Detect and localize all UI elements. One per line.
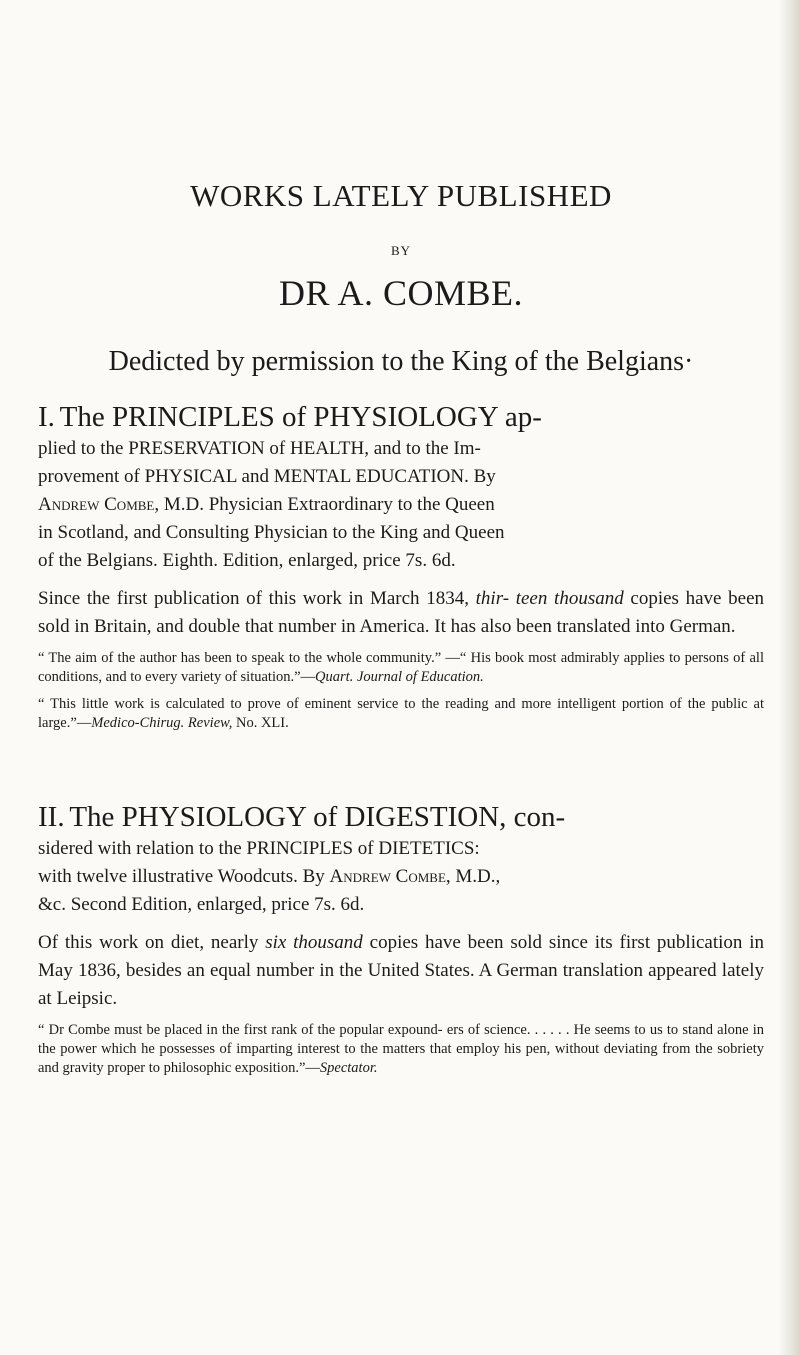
entry-heading <box>38 800 764 919</box>
entry-heading-line: of the Belgians. Eighth. Edition, enlarged, price 7s. 6d. <box>38 550 456 571</box>
quote-text: “ Dr Combe must be placed in the first rank of the popular expound- ers of science. . . . . . He seems to us to stand alone in the power which he possesses of imparting interest to the matters that employ his pen, without deviating from the sobriety and gravity proper to philosophic exposition.”— <box>38 1022 764 1076</box>
quote-text: “ This little work is calculated to prove of eminent service to the reading and more intelligent portion of the public at large.”— <box>38 696 764 731</box>
page-title: WORKS LATELY PUBLISHED <box>190 178 612 213</box>
description-text: Since the first publication of this work in March 1834, <box>38 588 476 609</box>
entry-physiology-of-digestion <box>38 800 764 1078</box>
entry-heading <box>38 400 764 575</box>
review-quote <box>38 649 764 687</box>
quote-source: Medico-Chirug. Review, <box>91 715 233 731</box>
entry-heading-line: in Scotland, and Consulting Physician to the King and Queen <box>38 522 505 543</box>
entry-numeral: I. <box>38 401 55 433</box>
entry-principles-of-physiology <box>38 400 764 733</box>
entry-description <box>38 929 764 1013</box>
description-emphasis: six thousand <box>265 932 363 953</box>
quote-source: Quart. Journal of Education. <box>315 669 484 685</box>
description-text: copies have been sold in Britain, and double that number in America. It has also been translated into German. <box>38 588 764 637</box>
description-text: copies have been sold since its first publication in May 1836, besides an equal number in the United States. A German translation appeared lately at Leipsic. <box>38 932 765 1009</box>
quote-source: Spectator. <box>319 1060 378 1076</box>
page-edge-shadow <box>778 0 800 1355</box>
entry-heading-line: , M.D., <box>445 866 501 887</box>
quote-source-suffix: No. XLI. <box>232 715 289 731</box>
entry-description <box>38 585 764 641</box>
dedication: Dedicted by permission to the King of the Belgians· <box>108 346 694 377</box>
entry-author: Andrew Combe <box>38 494 155 515</box>
entry-numeral: II. <box>38 801 65 833</box>
author-name: DR A. COMBE. <box>278 273 524 313</box>
entry-heading-line: provement of PHYSICAL and MENTAL EDUCATION. By <box>38 466 496 487</box>
entry-title-line: The PRINCIPLES of PHYSIOLOGY ap- <box>59 401 542 433</box>
entry-heading-line: , M.D. Physician Extraordinary to the Queen <box>154 494 495 515</box>
entry-heading-line: sidered with relation to the PRINCIPLES of DIETETICS: <box>38 838 480 859</box>
review-quote <box>38 695 764 733</box>
entry-heading-line: &c. Second Edition, enlarged, price 7s. 6d. <box>38 894 365 915</box>
entry-title-line: The PHYSIOLOGY of DIGESTION, con- <box>69 801 566 833</box>
quote-text: “ The aim of the author has been to speak to the whole community.” —“ His book most admirably applies to persons of all conditions, and to every variety of situation.”— <box>38 650 764 685</box>
description-emphasis: thir- teen thousand <box>475 588 624 609</box>
entry-heading-line: with twelve illustrative Woodcuts. By <box>38 866 330 887</box>
entry-heading-line: plied to the PRESERVATION of HEALTH, and to the Im- <box>38 438 481 459</box>
description-text: Of this work on diet, nearly <box>38 932 266 953</box>
by-line: BY <box>390 243 412 258</box>
entry-author: Andrew Combe <box>329 866 446 887</box>
review-quote <box>38 1021 764 1078</box>
